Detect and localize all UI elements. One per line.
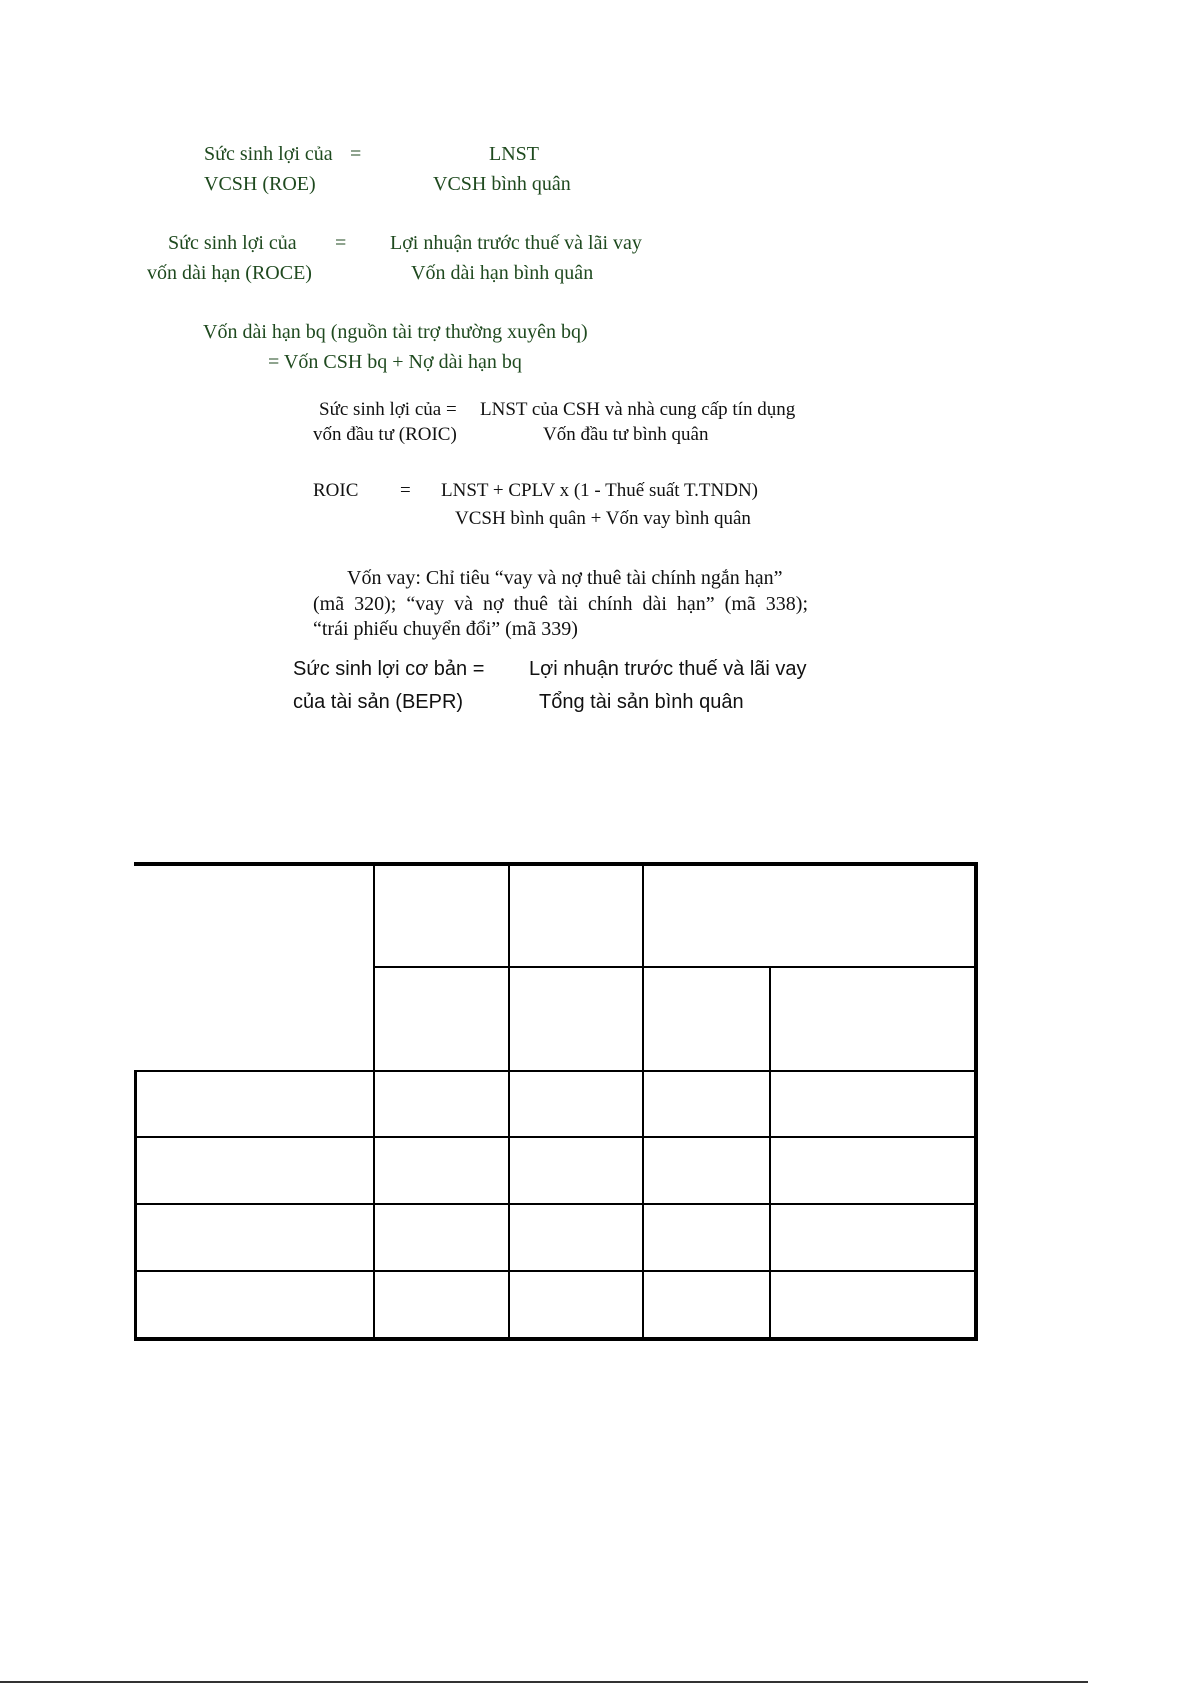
roic-detail-label: ROIC xyxy=(313,480,359,501)
roic-label-line2: vốn đầu tư (ROIC) xyxy=(313,424,457,445)
roce-denominator: Vốn dài hạn bình quân xyxy=(411,262,594,284)
bepr-numerator: Lợi nhuận trước thuế và lãi vay xyxy=(529,658,807,680)
long-term-capital-line2: = Vốn CSH bq + Nợ dài hạn bq xyxy=(268,351,522,373)
table-hline-3 xyxy=(134,1203,976,1205)
table-hline-4 xyxy=(134,1270,976,1272)
roic-detail-denominator: VCSH bình quân + Vốn vay bình quân xyxy=(455,508,751,529)
bepr-label-line2: của tài sản (BEPR) xyxy=(293,691,464,713)
table-hline-2 xyxy=(134,1136,976,1138)
table-border-left xyxy=(134,1071,137,1341)
table-hline-1 xyxy=(134,1070,976,1072)
roce-label-line1: Sức sinh lợi của xyxy=(168,232,297,254)
roic-detail-numerator: LNST + CPLV x (1 - Thuế suất T.TNDN) xyxy=(441,480,759,501)
table-vline-4 xyxy=(769,967,771,1341)
roce-label-line2: vốn dài hạn (ROCE) xyxy=(147,262,312,284)
bepr-label-line1: Sức sinh lợi cơ bản = xyxy=(293,658,485,680)
roic-denominator: Vốn đầu tư bình quân xyxy=(543,424,709,445)
roic-detail-equals: = xyxy=(400,480,411,501)
long-term-capital-line1: Vốn dài hạn bq (nguồn tài trợ thường xuyên bq) xyxy=(203,321,588,343)
roe-label-line1: Sức sinh lợi của xyxy=(204,143,333,165)
roce-equals: = xyxy=(335,232,347,254)
roe-equals: = xyxy=(350,143,362,165)
table-hline-header-split xyxy=(373,966,976,968)
table-border-bottom xyxy=(134,1337,978,1341)
page-bottom-rule xyxy=(0,1681,1088,1683)
loan-note-line3: “trái phiếu chuyển đổi” (mã 339) xyxy=(313,618,578,640)
bepr-denominator: Tổng tài sản bình quân xyxy=(539,691,744,713)
roe-label-line2: VCSH (ROE) xyxy=(204,173,316,195)
roic-numerator: LNST của CSH và nhà cung cấp tín dụng xyxy=(480,399,796,420)
roe-numerator: LNST xyxy=(489,143,539,165)
roic-label-line1: Sức sinh lợi của = xyxy=(319,399,457,420)
roe-denominator: VCSH bình quân xyxy=(433,173,571,195)
loan-note-line1: Vốn vay: Chỉ tiêu “vay và nợ thuê tài chính ngắn hạn” xyxy=(347,567,783,589)
roce-numerator: Lợi nhuận trước thuế và lãi vay xyxy=(390,232,642,254)
table-border-top xyxy=(134,862,978,866)
loan-note-line2: (mã 320); “vay và nợ thuê tài chính dài hạn” (mã 338); xyxy=(313,593,808,615)
